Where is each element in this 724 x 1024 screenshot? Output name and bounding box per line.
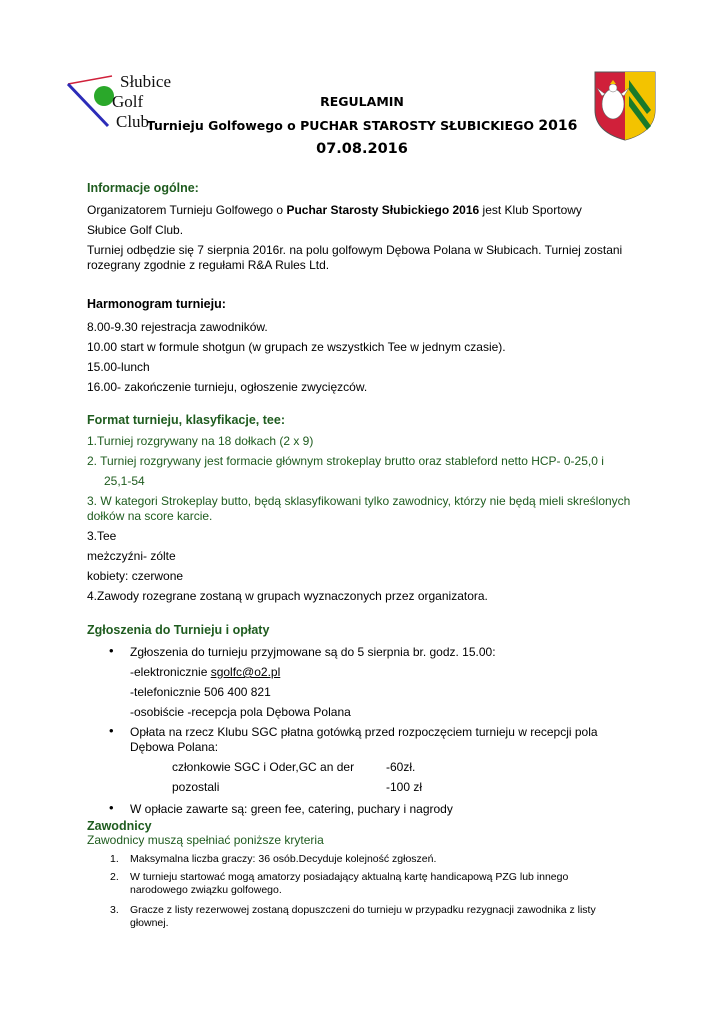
format-line-2a: 2. Turniej rozgrywany jest formacie głównym strokeplay brutto oraz stableford netto HCP- 0-25,0 i	[87, 454, 604, 468]
email-link[interactable]: sgolfc@o2.pl	[210, 665, 281, 679]
registration-deadline: Zgłoszenia do turnieju przyjmowane są do 5 sierpnia br. godz. 15.00:	[130, 645, 496, 659]
players-item-text: W turnieju startować mogą amatorzy posiadający aktualną kartę handicapową PZG lub innego	[130, 871, 569, 883]
players-item-number: 2.	[110, 871, 119, 883]
general-paragraph-1	[87, 203, 582, 218]
format-line-2b: 25,1-54	[104, 474, 145, 488]
fee-description-b: Dębowa Polana:	[130, 740, 219, 754]
document-subtitle	[0, 118, 724, 134]
document-date: 07.08.2016	[316, 141, 408, 157]
fee-members-label: członkowie SGC i Oder,GC an der	[172, 760, 355, 774]
format-line-1: 1.Turniej rozgrywany na 18 dołkach (2 x 9)	[87, 434, 314, 448]
format-tee-heading: 3.Tee	[87, 529, 117, 543]
registration-email-line	[130, 665, 280, 680]
general-paragraph-2-line1: Turniej odbędzie się 7 sierpnia 2016r. na polu golfowym Dębowa Polana w Słubicach. Turniej zostani	[87, 243, 623, 257]
fee-includes: W opłacie zawarte są: green fee, catering, puchary i nagrody	[130, 802, 453, 816]
fee-description-a: Opłata na rzecz Klubu SGC płatna gotówką przed rozpoczęciem turnieju w recepcji pola	[130, 725, 598, 739]
format-tee-women: kobiety: czerwone	[87, 569, 184, 583]
general-paragraph-1-line2: Słubice Golf Club.	[87, 223, 184, 237]
registration-phone: -telefonicznie 506 400 821	[130, 685, 271, 699]
format-tee-men: meżczyźni- zólte	[87, 549, 176, 563]
email-prefix: -elektronicznie	[130, 665, 211, 679]
schedule-heading: Harmonogram turnieju:	[87, 297, 226, 311]
document-title: REGULAMIN	[320, 94, 404, 109]
players-item-text-cont: narodowego związku golfowego.	[130, 884, 282, 896]
registration-in-person: -osobiście -recepcja pola Dębowa Polana	[130, 705, 351, 719]
bullet-icon: •	[109, 643, 114, 658]
players-item-number: 3.	[110, 904, 119, 916]
schedule-item: 15.00-lunch	[87, 360, 150, 374]
tournament-name: Puchar Starosty Słubickiego 2016	[286, 203, 480, 217]
fee-others-value: -100 zł	[386, 780, 423, 794]
organizer-text-c: jest Klub Sportowy	[479, 203, 582, 217]
fee-members-value: -60zł.	[386, 760, 416, 774]
schedule-item: 8.00-9.30 rejestracja zawodników.	[87, 320, 268, 334]
format-line-groups: 4.Zawody rozegrane zostaną w grupach wyznaczonych przez organizatora.	[87, 589, 488, 603]
organizer-text-a: Organizatorem Turnieju Golfowego o	[87, 203, 287, 217]
logo-text-line3: Club	[116, 112, 150, 131]
players-item-text: Maksymalna liczba graczy: 36 osób.Decyduje kolejność zgłoszeń.	[130, 853, 437, 865]
players-item-text-cont: głownej.	[130, 917, 169, 929]
format-line-3b: dołków na score karcie.	[87, 509, 213, 523]
subtitle-prefix: Turnieju Golfowego o	[146, 118, 301, 133]
format-line-3a: 3. W kategori Strokeplay butto, będą sklasyfikowani tylko zawodnicy, którzy nie będą mieli skreślonych	[87, 494, 631, 508]
schedule-item: 16.00- zakończenie turnieju, ogłoszenie zwycięzców.	[87, 380, 368, 394]
subtitle-year: 2016	[538, 118, 578, 134]
general-heading: Informacje ogólne:	[87, 181, 199, 195]
players-intro: Zawodnicy muszą spełniać poniższe kryteria	[87, 833, 324, 847]
bullet-icon: •	[109, 723, 114, 738]
schedule-item: 10.00 start w formule shotgun (w grupach ze wszystkich Tee w jednym czasie).	[87, 340, 506, 354]
players-heading: Zawodnicy	[87, 819, 152, 833]
players-item-text: Gracze z listy rezerwowej zostaną dopuszczeni do turnieju w przypadku rezygnacji zawodnika z listy	[130, 904, 596, 916]
players-item-number: 1.	[110, 853, 119, 865]
fee-others-label: pozostali	[172, 780, 220, 794]
logo-text-line2: Golf	[112, 92, 144, 111]
subtitle-event: PUCHAR STAROSTY SŁUBICKIEGO	[300, 118, 534, 133]
general-paragraph-2-line2: rozegrany zgodnie z regułami R&A Rules Ltd.	[87, 258, 330, 272]
logo-text-line1: Słubice	[120, 72, 171, 91]
registration-heading: Zgłoszenia do Turnieju i opłaty	[87, 623, 270, 637]
bullet-icon: •	[109, 800, 114, 815]
format-heading: Format turnieju, klasyfikacje, tee:	[87, 413, 285, 427]
